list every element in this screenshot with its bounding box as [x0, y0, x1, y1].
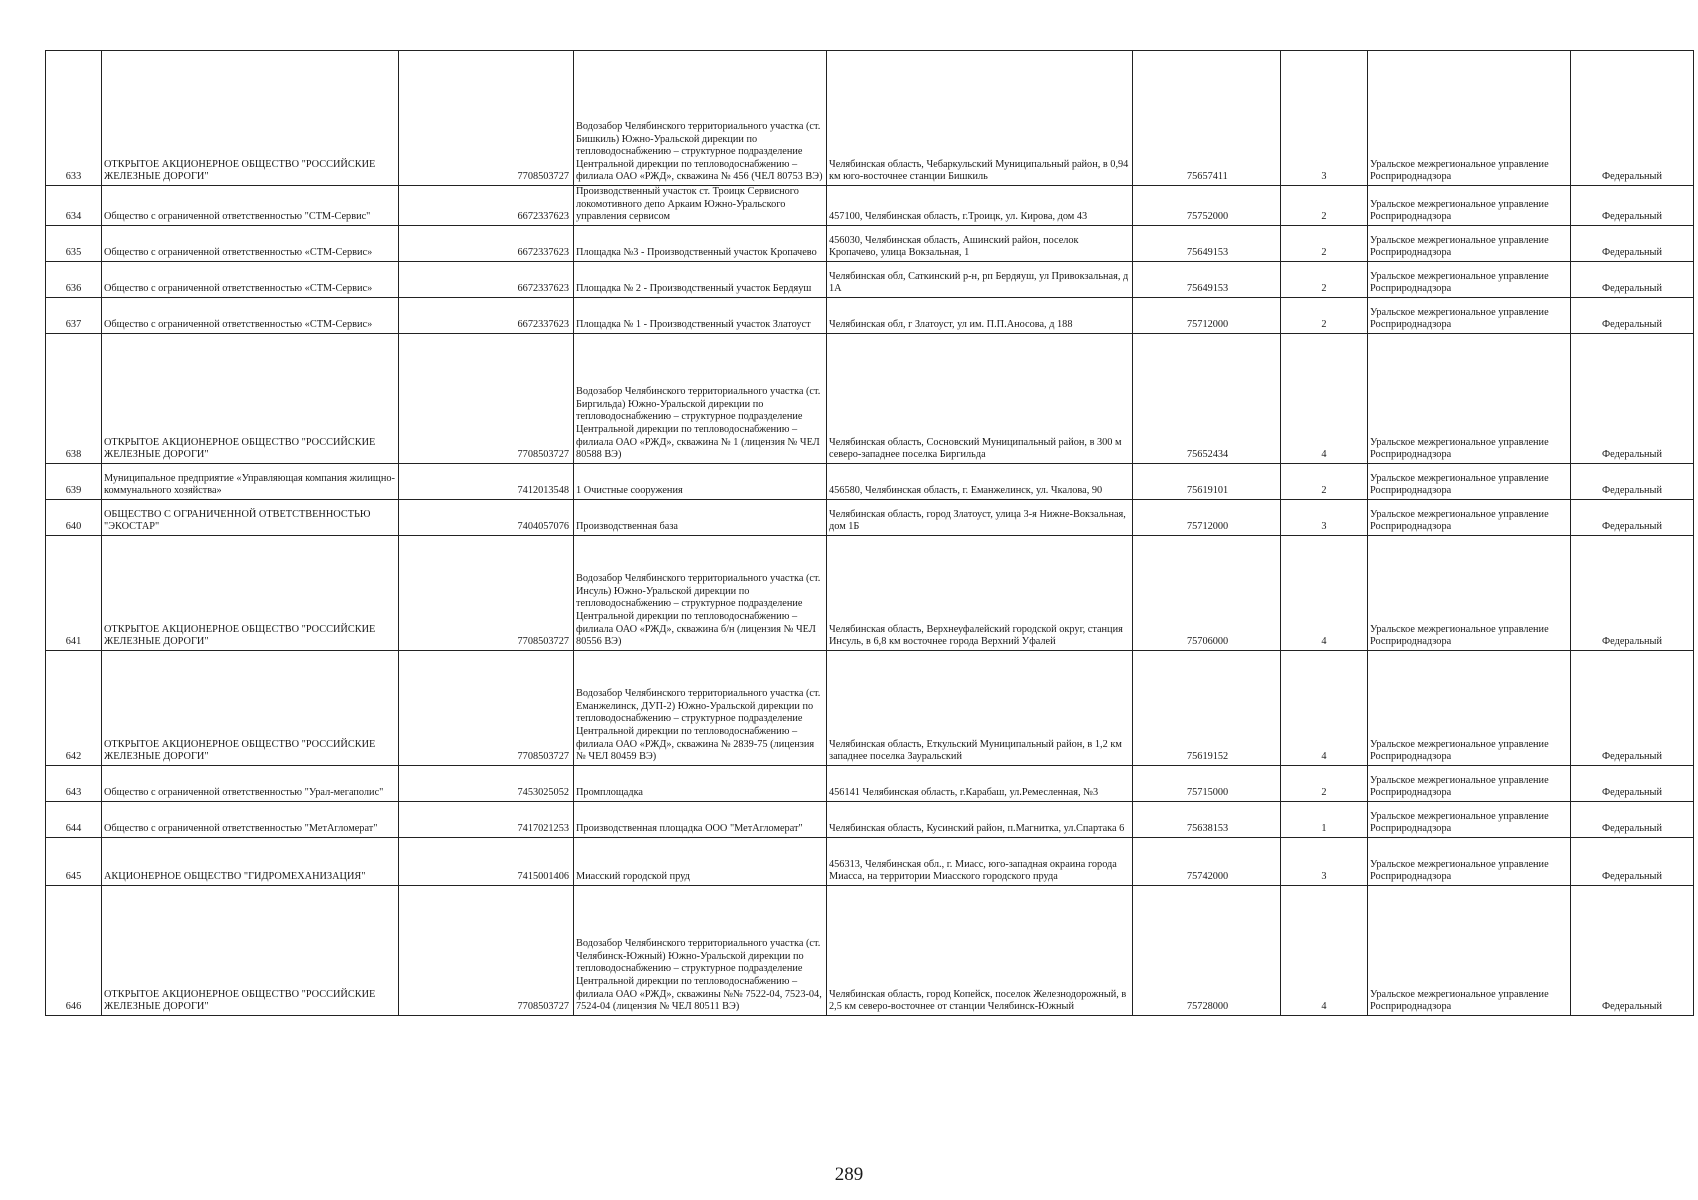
- row-number: 644: [46, 801, 102, 837]
- organization-name: ОТКРЫТОЕ АКЦИОНЕРНОЕ ОБЩЕСТВО "РОССИЙСКИЕ ЖЕЛЕЗНЫЕ ДОРОГИ": [102, 535, 399, 650]
- inn-value: 6672337623: [399, 261, 574, 297]
- object-address: 456580, Челябинская область, г. Еманжелинск, ул. Чкалова, 90: [827, 463, 1133, 499]
- row-number: 635: [46, 225, 102, 261]
- table-row: [46, 261, 1694, 297]
- organization-name: Муниципальное предприятие «Управляющая компания жилищно-коммунального хозяйства»: [102, 463, 399, 499]
- inn-value: 7417021253: [399, 801, 574, 837]
- row-number: 642: [46, 650, 102, 765]
- supervising-authority: Уральское межрегиональное управление Росприроднадзора: [1368, 463, 1571, 499]
- row-number: 636: [46, 261, 102, 297]
- supervision-level: Федеральный: [1571, 261, 1694, 297]
- table-row: [46, 650, 1694, 765]
- oktmo-code: 75638153: [1133, 801, 1281, 837]
- object-name: Производственная база: [574, 499, 827, 535]
- object-address: Челябинская область, Сосновский Муниципальный район, в 300 м северо-западнее поселка Биргильда: [827, 333, 1133, 463]
- supervising-authority: Уральское межрегиональное управление Росприроднадзора: [1368, 225, 1571, 261]
- organization-name: Общество с ограниченной ответственностью "МетАгломерат": [102, 801, 399, 837]
- object-address: Челябинская область, Еткульский Муниципальный район, в 1,2 км западнее поселка Зауральский: [827, 650, 1133, 765]
- supervising-authority: Уральское межрегиональное управление Росприроднадзора: [1368, 650, 1571, 765]
- category-value: 3: [1281, 499, 1368, 535]
- registry-table: [45, 50, 1694, 1016]
- object-name: Миасский городской пруд: [574, 837, 827, 885]
- inn-value: 7708503727: [399, 650, 574, 765]
- object-address: 457100, Челябинская область, г.Троицк, ул. Кирова, дом 43: [827, 186, 1133, 226]
- supervising-authority: Уральское межрегиональное управление Росприроднадзора: [1368, 801, 1571, 837]
- table-row: [46, 801, 1694, 837]
- inn-value: 7708503727: [399, 535, 574, 650]
- category-value: 2: [1281, 463, 1368, 499]
- organization-name: Общество с ограниченной ответственностью "Урал-мегаполис": [102, 765, 399, 801]
- supervision-level: Федеральный: [1571, 51, 1694, 186]
- category-value: 4: [1281, 650, 1368, 765]
- page-number: 289: [834, 1164, 864, 1185]
- inn-value: 7404057076: [399, 499, 574, 535]
- object-address: 456141 Челябинская область, г.Карабаш, ул.Ремесленная, №3: [827, 765, 1133, 801]
- category-value: 4: [1281, 333, 1368, 463]
- supervising-authority: Уральское межрегиональное управление Росприроднадзора: [1368, 535, 1571, 650]
- inn-value: 7412013548: [399, 463, 574, 499]
- inn-value: 7708503727: [399, 333, 574, 463]
- oktmo-code: 75657411: [1133, 51, 1281, 186]
- object-address: 456313, Челябинская обл., г. Миасс, юго-западная окраина города Миасса, на территории Миасского городского пруда: [827, 837, 1133, 885]
- object-name: Площадка №3 - Производственный участок Кропачево: [574, 225, 827, 261]
- organization-name: ОБЩЕСТВО С ОГРАНИЧЕННОЙ ОТВЕТСТВЕННОСТЬЮ "ЭКОСТАР": [102, 499, 399, 535]
- oktmo-code: 75742000: [1133, 837, 1281, 885]
- supervision-level: Федеральный: [1571, 225, 1694, 261]
- organization-name: ОТКРЫТОЕ АКЦИОНЕРНОЕ ОБЩЕСТВО "РОССИЙСКИЕ ЖЕЛЕЗНЫЕ ДОРОГИ": [102, 333, 399, 463]
- organization-name: ОТКРЫТОЕ АКЦИОНЕРНОЕ ОБЩЕСТВО "РОССИЙСКИЕ ЖЕЛЕЗНЫЕ ДОРОГИ": [102, 885, 399, 1015]
- row-number: 641: [46, 535, 102, 650]
- category-value: 2: [1281, 297, 1368, 333]
- object-name: Водозабор Челябинского территориального участка (ст. Биргильда) Южно-Уральской дирекции по тепловодоснабжению – структурное подразделение Центральной дирекции по тепловодоснабжению – филиала ОАО «РЖД», скважина № 1 (лицензия № ЧЕЛ 80588 ВЭ): [574, 333, 827, 463]
- row-number: 646: [46, 885, 102, 1015]
- row-number: 643: [46, 765, 102, 801]
- object-name: Площадка № 2 - Производственный участок Бердяуш: [574, 261, 827, 297]
- oktmo-code: 75752000: [1133, 186, 1281, 226]
- organization-name: Общество с ограниченной ответственностью «СТМ-Сервис»: [102, 261, 399, 297]
- object-address: Челябинская область, город Златоуст, улица 3-я Нижне-Вокзальная, дом 1Б: [827, 499, 1133, 535]
- object-name: Промплощадка: [574, 765, 827, 801]
- supervision-level: Федеральный: [1571, 186, 1694, 226]
- oktmo-code: 75712000: [1133, 297, 1281, 333]
- row-number: 639: [46, 463, 102, 499]
- inn-value: 7708503727: [399, 51, 574, 186]
- row-number: 638: [46, 333, 102, 463]
- row-number: 640: [46, 499, 102, 535]
- supervision-level: Федеральный: [1571, 463, 1694, 499]
- organization-name: ОТКРЫТОЕ АКЦИОНЕРНОЕ ОБЩЕСТВО "РОССИЙСКИЕ ЖЕЛЕЗНЫЕ ДОРОГИ": [102, 51, 399, 186]
- table-row: [46, 765, 1694, 801]
- table-row: [46, 186, 1694, 226]
- table-row: [46, 885, 1694, 1015]
- oktmo-code: 75712000: [1133, 499, 1281, 535]
- object-address: Челябинская область, Чебаркульский Муниципальный район, в 0,94 км юго-восточнее станции Бишкиль: [827, 51, 1133, 186]
- category-value: 2: [1281, 225, 1368, 261]
- category-value: 4: [1281, 535, 1368, 650]
- category-value: 3: [1281, 51, 1368, 186]
- category-value: 4: [1281, 885, 1368, 1015]
- inn-value: 7415001406: [399, 837, 574, 885]
- row-number: 637: [46, 297, 102, 333]
- organization-name: ОТКРЫТОЕ АКЦИОНЕРНОЕ ОБЩЕСТВО "РОССИЙСКИЕ ЖЕЛЕЗНЫЕ ДОРОГИ": [102, 650, 399, 765]
- category-value: 2: [1281, 765, 1368, 801]
- object-address: Челябинская область, Кусинский район, п.Магнитка, ул.Спартака 6: [827, 801, 1133, 837]
- supervision-level: Федеральный: [1571, 650, 1694, 765]
- supervision-level: Федеральный: [1571, 333, 1694, 463]
- row-number: 633: [46, 51, 102, 186]
- table-row: [46, 499, 1694, 535]
- supervising-authority: Уральское межрегиональное управление Росприроднадзора: [1368, 261, 1571, 297]
- supervising-authority: Уральское межрегиональное управление Росприроднадзора: [1368, 837, 1571, 885]
- organization-name: Общество с ограниченной ответственностью «СТМ-Сервис»: [102, 297, 399, 333]
- supervising-authority: Уральское межрегиональное управление Росприроднадзора: [1368, 333, 1571, 463]
- oktmo-code: 75728000: [1133, 885, 1281, 1015]
- row-number: 634: [46, 186, 102, 226]
- supervising-authority: Уральское межрегиональное управление Росприроднадзора: [1368, 885, 1571, 1015]
- supervision-level: Федеральный: [1571, 885, 1694, 1015]
- table-row: [46, 837, 1694, 885]
- inn-value: 7453025052: [399, 765, 574, 801]
- category-value: 2: [1281, 186, 1368, 226]
- supervision-level: Федеральный: [1571, 765, 1694, 801]
- supervision-level: Федеральный: [1571, 499, 1694, 535]
- supervision-level: Федеральный: [1571, 837, 1694, 885]
- supervising-authority: Уральское межрегиональное управление Росприроднадзора: [1368, 297, 1571, 333]
- table-row: [46, 463, 1694, 499]
- supervision-level: Федеральный: [1571, 297, 1694, 333]
- supervising-authority: Уральское межрегиональное управление Росприроднадзора: [1368, 186, 1571, 226]
- inn-value: 7708503727: [399, 885, 574, 1015]
- oktmo-code: 75652434: [1133, 333, 1281, 463]
- object-name: 1 Очистные сооружения: [574, 463, 827, 499]
- table-row: [46, 333, 1694, 463]
- oktmo-code: 75715000: [1133, 765, 1281, 801]
- object-address: Челябинская область, город Копейск, поселок Железнодорожный, в 2,5 км северо-восточнее от станции Челябинск-Южный: [827, 885, 1133, 1015]
- organization-name: Общество с ограниченной ответственностью «СТМ-Сервис»: [102, 225, 399, 261]
- category-value: 1: [1281, 801, 1368, 837]
- supervision-level: Федеральный: [1571, 801, 1694, 837]
- row-number: 645: [46, 837, 102, 885]
- object-name: Производственный участок ст. Троицк Сервисного локомотивного депо Аркаим Южно-Уральского управления сервисом: [574, 186, 827, 226]
- object-address: Челябинская обл, Саткинский р-н, рп Бердяуш, ул Привокзальная, д 1А: [827, 261, 1133, 297]
- object-name: Водозабор Челябинского территориального участка (ст. Инсуль) Южно-Уральской дирекции по тепловодоснабжению – структурное подразделение Центральной дирекции по тепловодоснабжению – филиала ОАО «РЖД», скважина б/н (лицензия № ЧЕЛ 80556 ВЭ): [574, 535, 827, 650]
- object-name: Производственная площадка ООО "МетАгломерат": [574, 801, 827, 837]
- table-row: [46, 51, 1694, 186]
- organization-name: АКЦИОНЕРНОЕ ОБЩЕСТВО "ГИДРОМЕХАНИЗАЦИЯ": [102, 837, 399, 885]
- table-row: [46, 297, 1694, 333]
- oktmo-code: 75649153: [1133, 225, 1281, 261]
- inn-value: 6672337623: [399, 186, 574, 226]
- object-address: Челябинская область, Верхнеуфалейский городской округ, станция Инсуль, в 6,8 км восточнее города Верхний Уфалей: [827, 535, 1133, 650]
- supervision-level: Федеральный: [1571, 535, 1694, 650]
- supervising-authority: Уральское межрегиональное управление Росприроднадзора: [1368, 499, 1571, 535]
- oktmo-code: 75619152: [1133, 650, 1281, 765]
- inn-value: 6672337623: [399, 225, 574, 261]
- oktmo-code: 75619101: [1133, 463, 1281, 499]
- category-value: 3: [1281, 837, 1368, 885]
- object-name: Водозабор Челябинского территориального участка (ст. Еманжелинск, ДУП-2) Южно-Уральской дирекции по тепловодоснабжению – структурное подразделение Центральной дирекции по тепловодоснабжению – филиала ОАО «РЖД», скважина № 2839-75 (лицензия № ЧЕЛ 80459 ВЭ): [574, 650, 827, 765]
- organization-name: Общество с ограниченной ответственностью "СТМ-Сервис": [102, 186, 399, 226]
- object-name: Водозабор Челябинского территориального участка (ст. Челябинск-Южный) Южно-Уральской дирекции по тепловодоснабжению – структурное подразделение Центральной дирекции по тепловодоснабжению – филиала ОАО «РЖД», скважины №№ 7522-04, 7523-04, 7524-04 (лицензия № ЧЕЛ 80511 ВЭ): [574, 885, 827, 1015]
- object-name: Водозабор Челябинского территориального участка (ст. Бишкиль) Южно-Уральской дирекции по тепловодоснабжению – структурное подразделение Центральной дирекции по тепловодоснабжению – филиала ОАО «РЖД», скважина № 456 (ЧЕЛ 80753 ВЭ): [574, 51, 827, 186]
- supervising-authority: Уральское межрегиональное управление Росприроднадзора: [1368, 51, 1571, 186]
- object-address: 456030, Челябинская область, Ашинский район, поселок Кропачево, улица Вокзальная, 1: [827, 225, 1133, 261]
- oktmo-code: 75649153: [1133, 261, 1281, 297]
- table-row: [46, 535, 1694, 650]
- inn-value: 6672337623: [399, 297, 574, 333]
- table-row: [46, 225, 1694, 261]
- supervising-authority: Уральское межрегиональное управление Росприроднадзора: [1368, 765, 1571, 801]
- oktmo-code: 75706000: [1133, 535, 1281, 650]
- object-name: Площадка № 1 - Производственный участок Златоуст: [574, 297, 827, 333]
- object-address: Челябинская обл, г Златоуст, ул им. П.П.Аносова, д 188: [827, 297, 1133, 333]
- category-value: 2: [1281, 261, 1368, 297]
